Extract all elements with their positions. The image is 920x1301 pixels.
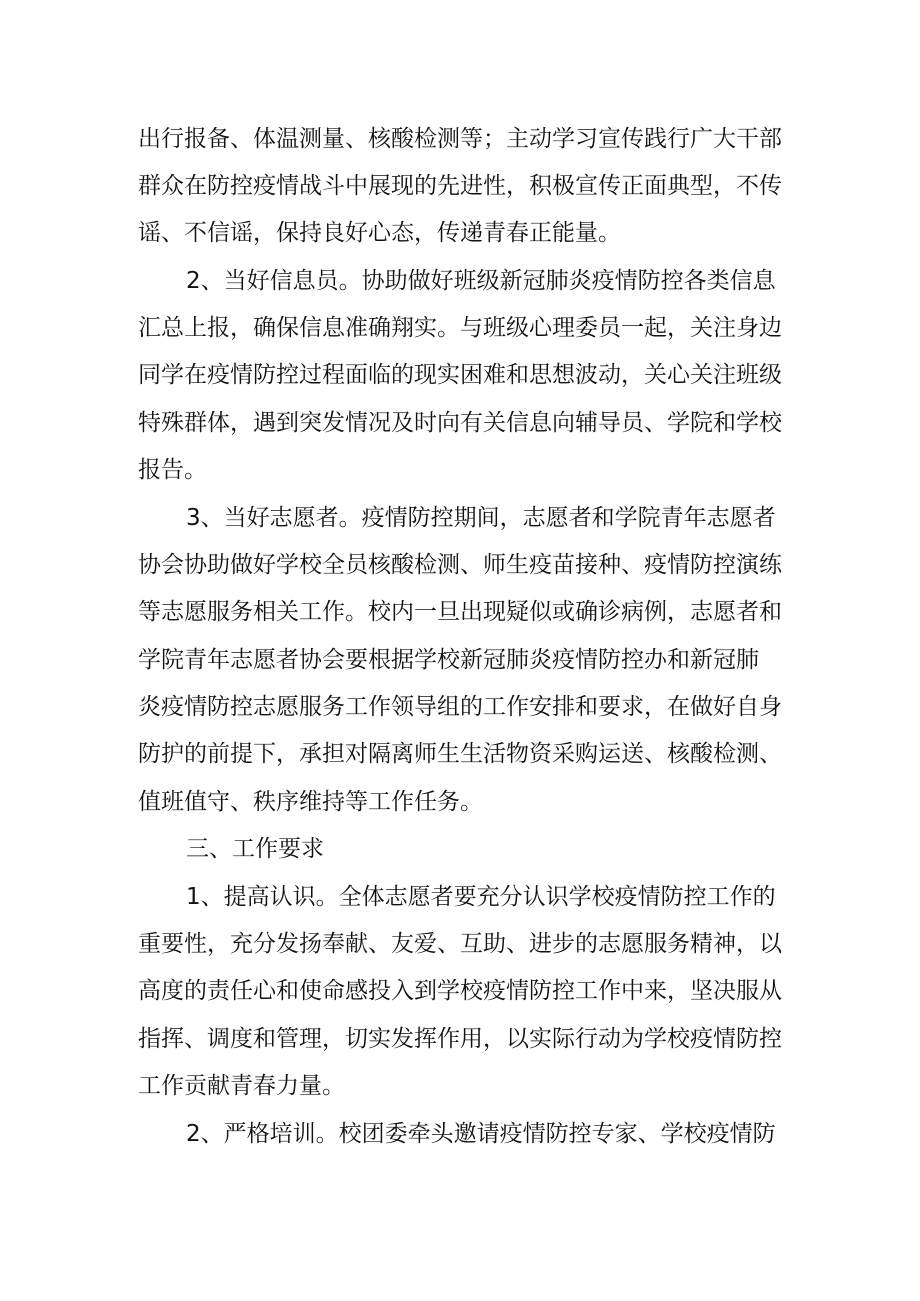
text-line: 协会协助做好学校全员核酸检测、师生疫苗接种、疫情防控演练 — [138, 552, 782, 578]
paragraph-start-line: 2、当好信息员。协助做好班级新冠肺炎疫情防控各类信息 — [186, 268, 776, 294]
text-line: 重要性，充分发扬奉献、友爱、互助、进步的志愿服务精神，以 — [138, 931, 782, 957]
text-line: 指挥、调度和管理，切实发挥作用，以实际行动为学校疫情防控 — [138, 1026, 782, 1052]
text-line: 等志愿服务相关工作。校内一旦出现疑似或确诊病例，志愿者和 — [138, 599, 782, 625]
text-line: 群众在防控疫情战斗中展现的先进性，积极宣传正面典型，不传 — [138, 173, 782, 199]
text-line: 学院青年志愿者协会要根据学校新冠肺炎疫情防控办和新冠肺 — [138, 647, 759, 673]
text-line: 出行报备、体温测量、核酸检测等；主动学习宣传践行广大干部 — [138, 126, 782, 152]
paragraph-start-line: 2、严格培训。校团委牵头邀请疫情防控专家、学校疫情防 — [186, 1121, 776, 1147]
text-line: 报告。 — [138, 457, 207, 483]
section-heading: 三、工作要求 — [186, 836, 324, 862]
text-line: 工作贡献青春力量。 — [138, 1073, 345, 1099]
text-line: 值班值守、秩序维持等工作任务。 — [138, 789, 483, 815]
text-line: 同学在疫情防控过程面临的现实困难和思想波动，关心关注班级 — [138, 362, 782, 388]
text-line: 防护的前提下，承担对隔离师生生活物资采购运送、核酸检测、 — [138, 741, 782, 767]
text-line: 谣、不信谣，保持良好心态，传递青春正能量。 — [138, 220, 621, 246]
paragraph-start-line: 1、提高认识。全体志愿者要充分认识学校疫情防控工作的 — [186, 884, 776, 910]
paragraph-start-line: 3、当好志愿者。疫情防控期间，志愿者和学院青年志愿者 — [186, 505, 776, 531]
text-line: 汇总上报，确保信息准确翔实。与班级心理委员一起，关注身边 — [138, 315, 782, 341]
text-line: 特殊群体，遇到突发情况及时向有关信息向辅导员、学院和学校 — [138, 410, 782, 436]
text-line: 炎疫情防控志愿服务工作领导组的工作安排和要求，在做好自身 — [138, 694, 782, 720]
text-line: 高度的责任心和使命感投入到学校疫情防控工作中来，坚决服从 — [138, 978, 782, 1004]
